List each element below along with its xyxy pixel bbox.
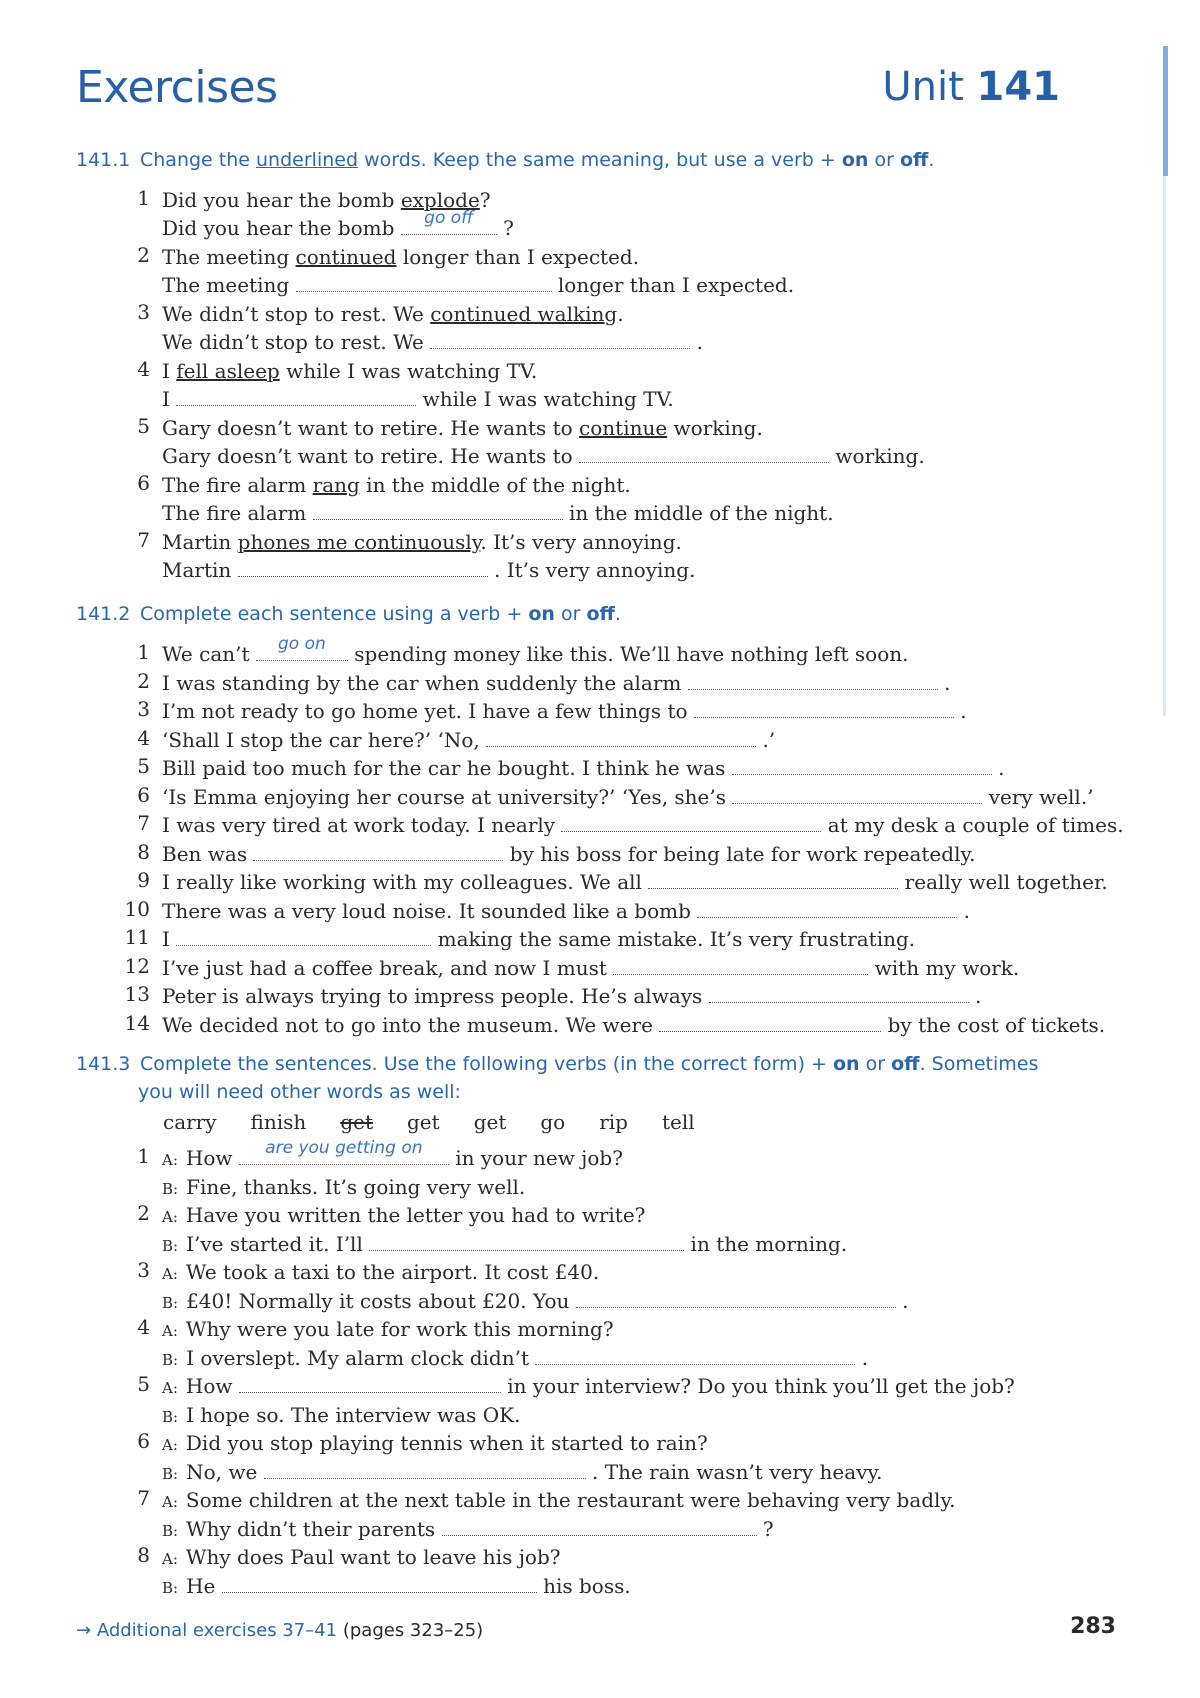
item-number: 8	[137, 1543, 150, 1567]
exercise-sentence	[162, 868, 1108, 896]
sentence-text: Why were you late for work this morning?	[185, 1317, 614, 1341]
dialogue-line-b	[162, 1458, 883, 1488]
original-sentence	[162, 414, 763, 442]
sentence-text: We took a taxi to the airport. It cost £40.	[185, 1260, 600, 1284]
sentence-text: .	[957, 898, 970, 923]
sentence-text: I really like working with my colleagues. We all	[162, 870, 649, 894]
answer-blank[interactable]	[697, 901, 957, 918]
dialogue-line-b	[162, 1230, 847, 1260]
sentence-text: while I was watching TV.	[279, 359, 538, 383]
sentence-text: Did you hear the bomb	[162, 216, 401, 240]
dialogue-line-b	[162, 1401, 520, 1431]
original-sentence	[162, 528, 682, 556]
item-number: 9	[137, 868, 150, 892]
sentence-text: while I was watching TV.	[416, 387, 674, 411]
answer-blank[interactable]	[313, 503, 563, 520]
item-number: 1	[137, 640, 150, 664]
keyword-off: off	[899, 149, 929, 171]
sentence-text: spending money like this. We’ll have nothing left soon.	[347, 642, 909, 666]
item-number: 5	[137, 754, 150, 778]
pages-reference: (pages 323–25)	[342, 1620, 484, 1641]
answer-blank[interactable]	[239, 1138, 449, 1165]
sentence-text: Martin	[162, 558, 238, 582]
sentence-text: in your interview? Do you think you’ll get the job?	[500, 1374, 1015, 1398]
answer-text: are you getting on	[265, 1138, 423, 1158]
sentence-text: How	[185, 1146, 239, 1170]
instruction-text: or	[560, 603, 581, 625]
section-141-1-heading	[76, 146, 934, 174]
answer-blank[interactable]	[694, 701, 954, 718]
sentence-text: I’ve started it. I’ll	[186, 1231, 370, 1256]
underlined-words: rang	[312, 473, 360, 497]
sentence-text: Peter is always trying to impress people. He’s always	[162, 984, 709, 1008]
page-edge-shade	[1163, 176, 1166, 716]
underlined-words: continue	[579, 416, 668, 440]
sentence-text: .	[937, 670, 951, 695]
sentence-text: ?	[479, 188, 491, 212]
section-number: 141.1	[76, 149, 131, 171]
sentence-text: I was standing by the car when suddenly the alarm	[162, 670, 688, 695]
answer-blank[interactable]	[256, 634, 348, 661]
page-title: Exercises	[76, 62, 278, 113]
sentence-text: Ben was	[162, 841, 254, 866]
item-number: 10	[124, 896, 150, 921]
dialogue-line-a	[162, 1315, 614, 1345]
sentence-text: at my desk a couple of times.	[821, 813, 1124, 837]
item-number: 4	[137, 357, 150, 381]
unit-word: Unit	[882, 64, 964, 110]
sentence-text: his boss.	[536, 1573, 631, 1598]
dialogue-line-b	[162, 1287, 908, 1317]
sentence-text: Bill paid too much for the car he bought. I think he was	[162, 756, 732, 780]
answer-blank[interactable]	[430, 332, 690, 349]
speaker-b: B:	[162, 1350, 179, 1369]
sentence-text: I	[162, 359, 177, 383]
answer-blank[interactable]	[579, 446, 829, 463]
item-number: 8	[137, 839, 150, 864]
answer-blank[interactable]	[222, 1576, 537, 1593]
verb-option: get	[473, 1110, 507, 1134]
sentence-text: I’ve just had a coffee break, and now I must	[162, 955, 614, 980]
original-sentence	[162, 471, 631, 499]
item-number: 5	[137, 1372, 150, 1396]
sentence-text: .’	[756, 727, 776, 752]
item-number: 1	[137, 186, 150, 210]
sentence-text: Martin	[162, 530, 238, 554]
sentence-text: Have you written the letter you had to write?	[185, 1203, 646, 1227]
speaker-a: A:	[162, 1436, 178, 1454]
answer-blank[interactable]	[264, 1462, 586, 1479]
exercise-sentence	[162, 697, 967, 725]
verb-option: finish	[250, 1110, 307, 1134]
speaker-b: B:	[162, 1236, 179, 1255]
sentence-text: We didn’t stop to rest. We	[162, 302, 431, 326]
verb-option: carry	[163, 1110, 217, 1134]
sentence-text: .	[991, 756, 1005, 780]
sentence-text: .	[953, 699, 967, 723]
exercise-sentence	[162, 982, 981, 1010]
dialogue-line-a	[162, 1486, 955, 1516]
answer-blank[interactable]	[709, 986, 969, 1003]
item-number: 11	[124, 925, 150, 949]
sentence-text: We decided not to go into the museum. We were	[162, 1012, 660, 1037]
dialogue-line-a	[162, 1138, 623, 1174]
exercise-sentence	[162, 897, 970, 925]
sentence-text: £40! Normally it costs about £20. You	[186, 1288, 576, 1313]
verb-option: get	[407, 1110, 440, 1134]
rewrite-sentence	[162, 556, 695, 584]
item-number: 2	[137, 1201, 150, 1225]
sentence-text: in the morning.	[684, 1231, 848, 1256]
dialogue-line-a	[162, 1429, 708, 1459]
sentence-text: I was very tired at work today. I nearly	[162, 813, 562, 837]
exercise-sentence	[162, 669, 950, 697]
sentence-text: Why didn’t their parents	[186, 1516, 442, 1541]
item-number: 3	[137, 300, 150, 324]
answer-blank[interactable]	[176, 389, 416, 406]
keyword-off: off	[891, 1053, 920, 1075]
sentence-text: How	[185, 1374, 239, 1398]
original-sentence	[162, 300, 624, 328]
dialogue-line-b	[162, 1173, 525, 1203]
speaker-a: A:	[162, 1265, 178, 1283]
speaker-a: A:	[162, 1550, 178, 1568]
sentence-text: I	[162, 387, 177, 411]
answer-blank[interactable]	[369, 1234, 684, 1251]
answer-blank[interactable]	[732, 758, 992, 775]
sentence-text: ‘Is Emma enjoying her course at university?’ ‘Yes, she’s	[162, 784, 733, 809]
rewrite-sentence	[162, 442, 925, 470]
instruction-text: or	[874, 149, 894, 171]
speaker-a: A:	[162, 1208, 178, 1226]
rewrite-sentence	[162, 499, 834, 527]
item-number: 7	[137, 528, 150, 552]
answer-blank[interactable]	[401, 208, 497, 235]
section-141-2-heading	[76, 600, 621, 628]
sentence-text: The fire alarm	[162, 501, 313, 525]
dialogue-line-b	[162, 1515, 774, 1545]
verb-option: go	[540, 1110, 566, 1134]
sentence-text: making the same mistake. It’s very frustrating.	[431, 927, 916, 951]
keyword-on: on	[528, 603, 555, 625]
answer-blank[interactable]	[576, 1291, 896, 1308]
answer-blank[interactable]	[486, 730, 756, 747]
answer-blank[interactable]	[253, 844, 503, 861]
item-number: 7	[137, 1486, 150, 1510]
additional-exercises-link[interactable]: Additional exercises 37–41	[96, 1620, 338, 1641]
footer-reference[interactable]	[76, 1620, 483, 1641]
sentence-text: in the middle of the night.	[359, 473, 631, 497]
sentence-text: Fine, thanks. It’s going very well.	[186, 1174, 526, 1199]
sentence-text: We didn’t stop to rest. We	[162, 330, 431, 354]
item-number: 6	[137, 782, 150, 807]
instruction-text: Complete each sentence using a verb +	[140, 603, 523, 625]
sentence-text: with my work.	[868, 955, 1020, 980]
sentence-text: .	[968, 984, 982, 1008]
exercise-sentence	[162, 754, 1004, 782]
exercise-sentence	[162, 634, 909, 668]
item-number: 1	[137, 1144, 150, 1168]
keyword-off: off	[586, 603, 615, 625]
speaker-a: A:	[162, 1322, 178, 1340]
instruction-text: Complete the sentences. Use the following verbs (in the correct form) +	[140, 1053, 827, 1075]
underlined-words: continued	[295, 245, 397, 269]
item-number: 6	[137, 1429, 150, 1453]
instruction-text: Change the	[140, 149, 250, 171]
speaker-b: B:	[162, 1179, 179, 1198]
sentence-text: Some children at the next table in the restaurant were behaving very badly.	[185, 1488, 956, 1512]
item-number: 12	[124, 953, 150, 978]
rewrite-sentence	[162, 208, 514, 242]
sentence-text: in your new job?	[448, 1146, 623, 1170]
verb-option: tell	[661, 1110, 695, 1134]
sentence-text: ?	[496, 216, 514, 240]
exercise-sentence	[162, 811, 1124, 839]
page-edge-marker	[1163, 46, 1168, 176]
section-141-3-heading	[76, 1050, 1038, 1106]
underlined-words: fell asleep	[176, 359, 280, 383]
sentence-text: We can’t	[162, 642, 256, 666]
answer-blank[interactable]	[613, 958, 868, 975]
instruction-underlined: underlined	[256, 149, 359, 171]
page-number: 283	[1070, 1614, 1116, 1639]
dialogue-line-a	[162, 1543, 560, 1573]
exercise-sentence	[162, 840, 975, 868]
dialogue-line-b	[162, 1572, 631, 1602]
section-number: 141.3	[76, 1053, 131, 1075]
sentence-text: I’m not ready to go home yet. I have a few things to	[162, 699, 694, 723]
exercise-sentence	[162, 954, 1019, 982]
speaker-b: B:	[162, 1521, 179, 1540]
item-number: 4	[137, 725, 150, 750]
sentence-text: longer than I expected.	[551, 273, 795, 297]
sentence-text: by his boss for being late for work repeatedly.	[503, 841, 976, 866]
item-number: 13	[124, 982, 150, 1006]
item-number: 14	[124, 1010, 150, 1035]
sentence-text: in the middle of the night.	[562, 501, 834, 525]
instruction-text: words. Keep the same meaning, but use a verb +	[364, 149, 836, 171]
verb-list	[163, 1110, 729, 1134]
exercise-sentence	[162, 726, 775, 754]
item-number: 2	[137, 668, 150, 693]
dialogue-line-a	[162, 1372, 1015, 1402]
sentence-text: Why does Paul want to leave his job?	[185, 1545, 561, 1569]
sentence-text: longer than I expected.	[396, 245, 640, 269]
sentence-text: There was a very loud noise. It sounded like a bomb	[162, 898, 698, 923]
speaker-b: B:	[162, 1464, 179, 1483]
original-sentence	[162, 357, 537, 385]
answer-blank[interactable]	[561, 815, 821, 832]
sentence-text: I hope so. The interview was OK.	[186, 1402, 521, 1427]
speaker-a: A:	[162, 1379, 178, 1397]
answer-blank[interactable]	[535, 1348, 855, 1365]
sentence-text: .	[690, 330, 703, 354]
sentence-text: The fire alarm	[162, 473, 313, 497]
item-number: 3	[137, 697, 150, 721]
sentence-text: really well together.	[898, 870, 1108, 894]
speaker-b: B:	[162, 1407, 179, 1426]
sentence-text: Gary doesn’t want to retire. He wants to	[162, 416, 580, 440]
sentence-text: Did you stop playing tennis when it started to rain?	[185, 1431, 708, 1455]
sentence-text: . The rain wasn’t very heavy.	[585, 1459, 883, 1484]
answer-blank[interactable]	[296, 275, 552, 292]
sentence-text: I	[162, 927, 177, 951]
dialogue-line-b	[162, 1344, 868, 1374]
section-number: 141.2	[76, 603, 131, 625]
rewrite-sentence	[162, 328, 703, 356]
sentence-text: .	[617, 302, 624, 326]
verb-option: rip	[599, 1110, 628, 1134]
exercise-sentence	[162, 783, 1094, 811]
sentence-text: No, we	[186, 1459, 264, 1484]
unit-number: 141	[976, 64, 1060, 110]
dialogue-line-a	[162, 1201, 645, 1231]
item-number: 3	[137, 1258, 150, 1282]
answer-blank[interactable]	[648, 872, 898, 889]
sentence-text: working.	[829, 444, 925, 468]
sentence-text: very well.’	[982, 784, 1094, 809]
item-number: 5	[137, 414, 150, 438]
speaker-b: B:	[162, 1578, 179, 1597]
keyword-on: on	[841, 149, 869, 171]
sentence-text: working.	[667, 416, 763, 440]
sentence-text: The meeting	[162, 273, 296, 297]
arrow-icon: →	[76, 1620, 92, 1641]
speaker-a: A:	[162, 1151, 178, 1169]
item-number: 4	[137, 1315, 150, 1339]
original-sentence	[162, 243, 639, 271]
unit-label	[882, 64, 1060, 110]
answer-blank[interactable]	[176, 929, 431, 946]
item-number: 7	[137, 811, 150, 835]
sentence-text: Did you hear the bomb	[162, 188, 401, 212]
speaker-a: A:	[162, 1493, 178, 1511]
dialogue-line-a	[162, 1258, 599, 1288]
instruction-text: .	[614, 603, 621, 625]
sentence-text: .	[895, 1288, 909, 1313]
instruction-text: .	[928, 149, 935, 171]
underlined-words: phones me continuously	[237, 530, 481, 554]
answer-blank[interactable]	[239, 1376, 501, 1393]
keyword-on: on	[833, 1053, 860, 1075]
exercise-sentence	[162, 925, 915, 953]
sentence-text: Gary doesn’t want to retire. He wants to	[162, 444, 580, 468]
sentence-text: . It’s very annoying.	[480, 530, 682, 554]
sentence-text: ‘Shall I stop the car here?’ ‘No,	[162, 727, 487, 752]
answer-blank[interactable]	[442, 1519, 757, 1536]
sentence-text: ?	[756, 1516, 774, 1541]
instruction-text: . Sometimes	[919, 1053, 1039, 1075]
sentence-text: The meeting	[162, 245, 296, 269]
instruction-text-line2: you will need other words as well:	[138, 1081, 461, 1103]
rewrite-sentence	[162, 271, 794, 299]
underlined-words: explode	[400, 188, 480, 212]
sentence-text: I overslept. My alarm clock didn’t	[186, 1345, 536, 1370]
answer-blank[interactable]	[732, 787, 982, 804]
item-number: 6	[137, 471, 150, 495]
sentence-text: He	[186, 1573, 222, 1598]
underlined-words: continued walking	[430, 302, 618, 326]
item-number: 2	[137, 243, 150, 267]
speaker-b: B:	[162, 1293, 179, 1312]
answer-text: go off	[424, 208, 474, 228]
answer-blank[interactable]	[688, 673, 938, 690]
sentence-text: .	[855, 1345, 869, 1370]
sentence-text: by the cost of tickets.	[881, 1012, 1106, 1037]
verb-option: get	[340, 1110, 373, 1134]
rewrite-sentence	[162, 385, 674, 413]
sentence-text: . It’s very annoying.	[487, 558, 696, 582]
instruction-text: or	[865, 1053, 886, 1075]
answer-blank[interactable]	[659, 1015, 881, 1032]
exercise-sentence	[162, 1011, 1105, 1039]
answer-blank[interactable]	[238, 560, 488, 577]
answer-text: go on	[278, 634, 326, 654]
